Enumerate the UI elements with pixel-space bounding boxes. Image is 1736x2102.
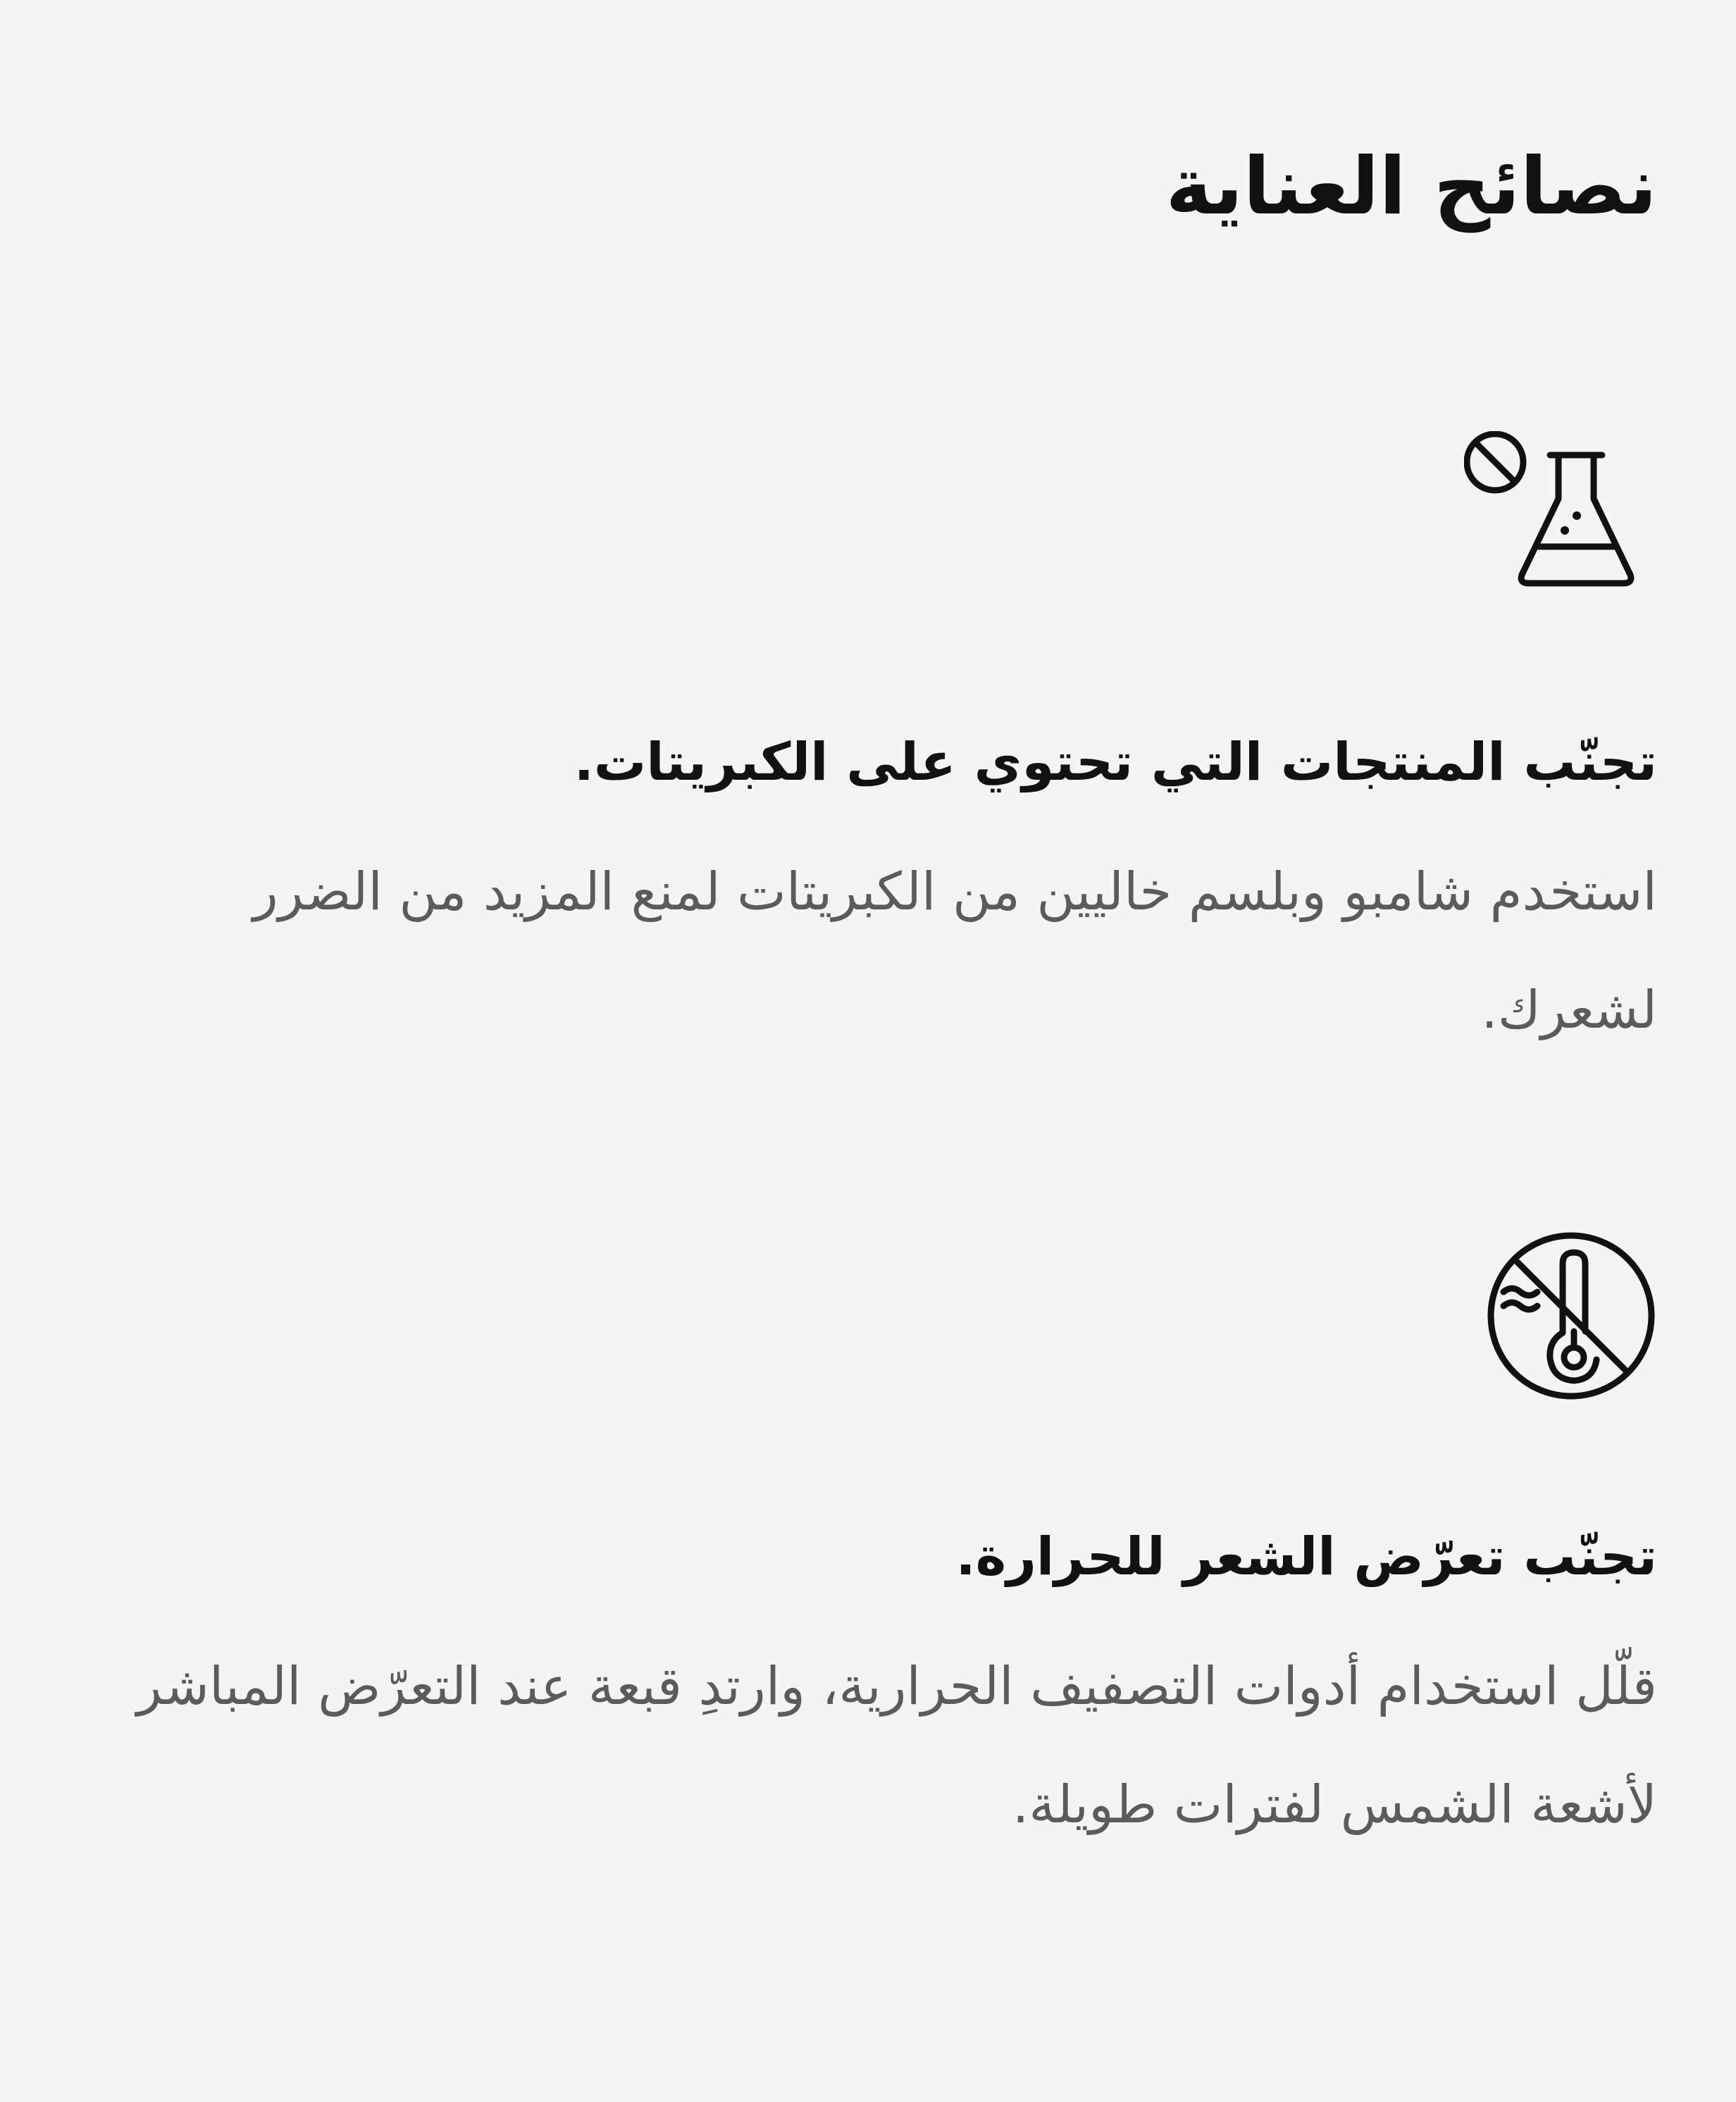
tip-item-sulfates (93, 431, 1657, 1040)
tip-description: استخدم شامبو وبلسم خاليين من الكبريتات لمنع المزيد من الضرر لشعرك. (253, 862, 1657, 1040)
page-title: نصائح العناية (1165, 141, 1657, 232)
no-chemicals-flask-icon (1464, 431, 1644, 611)
no-heat-thermometer-icon (1481, 1226, 1661, 1406)
tip-heading: تجنّب تعرّض الشعر للحرارة. (955, 1526, 1657, 1587)
tip-description: قلّل استخدام أدوات التصفيف الحرارية، وارتدِ قبعة عند التعرّض المباشر لأشعة الشمس لفترات طويلة. (137, 1656, 1657, 1835)
tip-item-heat (93, 1226, 1657, 1835)
tip-heading: تجنّب المنتجات التي تحتوي على الكبريتات. (574, 732, 1657, 792)
